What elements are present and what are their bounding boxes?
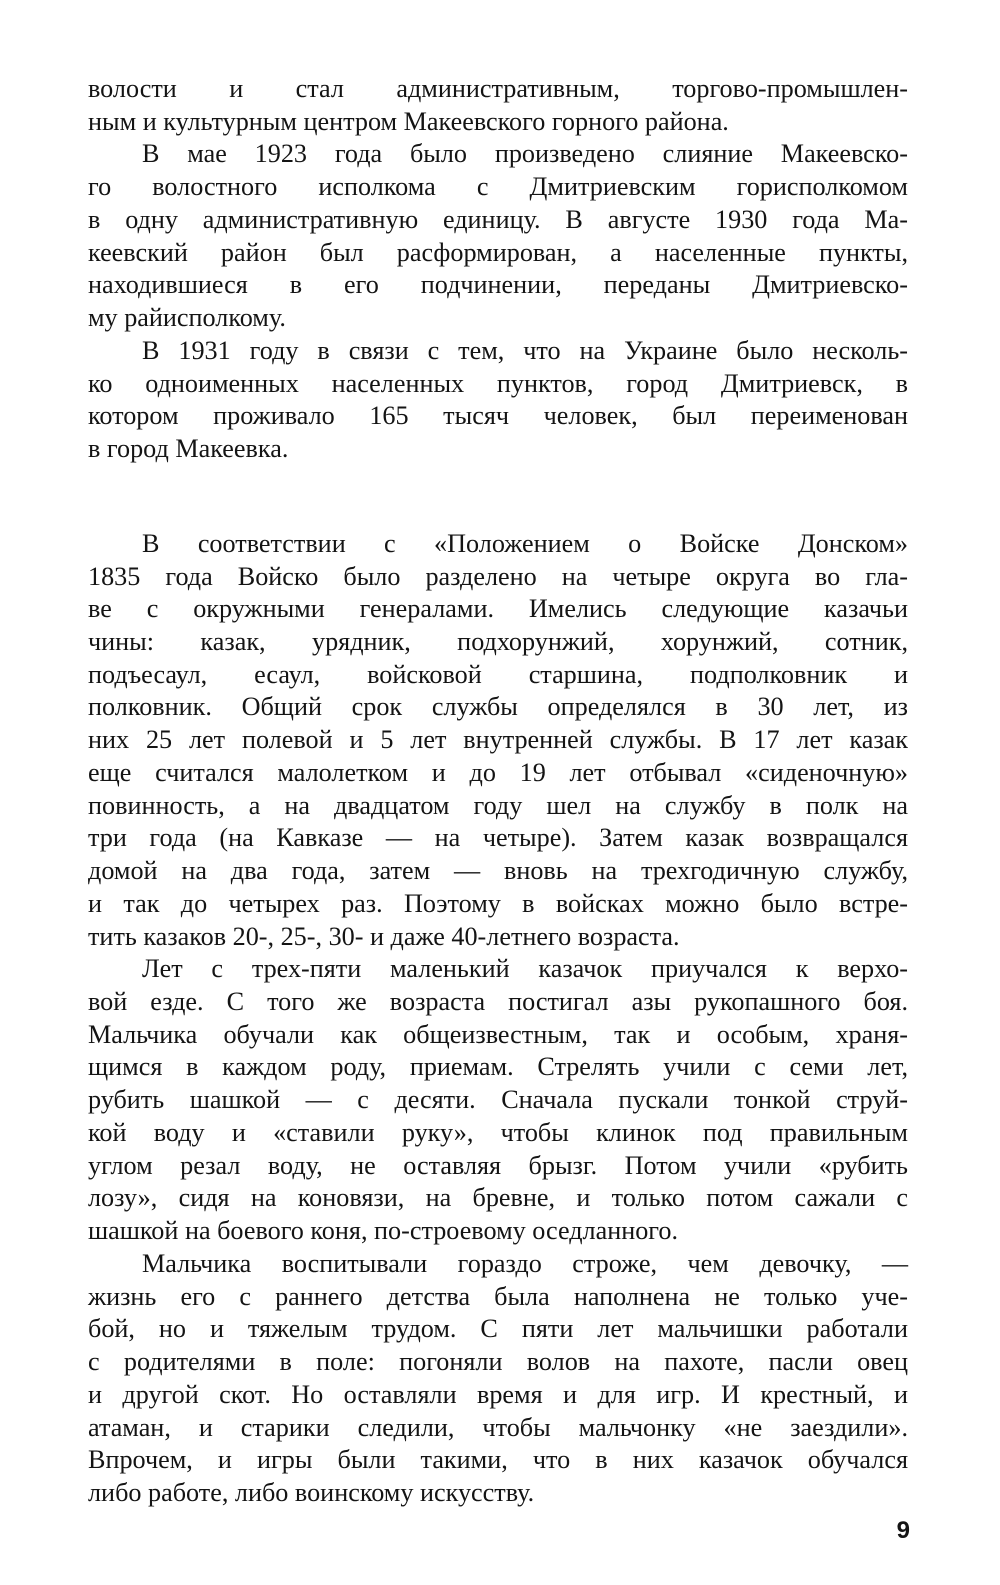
text-line: еще считался малолетком и до 19 лет отбывал «сиденочную» <box>88 758 908 787</box>
text-line: бой, но и тяжелым трудом. С пяти лет мальчишки работали <box>88 1314 908 1343</box>
text-line: полковник. Общий срок службы определялся в 30 лет, из <box>88 692 908 721</box>
text-line: с родителями в поле: погоняли волов на пахоте, пасли овец <box>88 1347 908 1376</box>
text-line: них 25 лет полевой и 5 лет внутренней службы. В 17 лет казак <box>88 725 908 754</box>
text-line: го волостного исполкома с Дмитриевским горисполкомом <box>88 172 908 201</box>
text-line: му райисполкому. <box>88 303 286 332</box>
text-line: тить казаков 20-, 25-, 30- и даже 40-летнего возраста. <box>88 922 680 951</box>
text-line: ве с окружными генералами. Имелись следующие казачьи <box>88 594 908 623</box>
text-line: в одну административную единицу. В августе 1930 года Ма- <box>88 205 908 234</box>
text-line: В соответствии с «Положением о Войске Донском» <box>142 529 908 558</box>
text-line: и другой скот. Но оставляли время и для игр. И крестный, и <box>88 1380 908 1409</box>
text-line: домой на два года, затем — вновь на трехгодичную службу, <box>88 856 908 885</box>
text-line: Впрочем, и игры были такими, что в них казачок обучался <box>88 1445 908 1474</box>
text-line: Лет с трех-пяти маленький казачок приучался к верхо- <box>142 954 908 983</box>
text-line: ко одноименных населенных пунктов, город Дмитриевск, в <box>88 369 908 398</box>
text-line: лозу», сидя на коновязи, на бревне, и только потом сажали с <box>88 1183 908 1212</box>
page-number: 9 <box>896 1517 910 1544</box>
text-line: Мальчика обучали как общеизвестным, так и особым, храня- <box>88 1020 908 1049</box>
text-line: кеевский район был расформирован, а населенные пункты, <box>88 238 908 267</box>
text-line: углом резал воду, не оставляя брызг. Потом учили «рубить <box>88 1151 908 1180</box>
text-line: ным и культурным центром Макеевского горного района. <box>88 107 729 136</box>
text-line: волости и стал административным, торгово-промышлен- <box>88 74 908 103</box>
text-line: атаман, и старики следили, чтобы мальчонку «не заездили». <box>88 1413 908 1442</box>
text-line: шашкой на боевого коня, по-строевому оседланного. <box>88 1216 679 1245</box>
text-line: В мае 1923 года было произведено слияние Макеевско- <box>142 139 908 168</box>
text-line: жизнь его с раннего детства была наполнена не только уче- <box>88 1282 908 1311</box>
text-line: три года (на Кавказе — на четыре). Затем казак возвращался <box>88 823 908 852</box>
text-line: вой езде. С того же возраста постигал азы рукопашного боя. <box>88 987 908 1016</box>
text-line: котором проживало 165 тысяч человек, был переименован <box>88 401 908 430</box>
text-line: повинность, а на двадцатом году шел на службу в полк на <box>88 791 908 820</box>
text-line: 1835 года Войско было разделено на четыре округа во гла- <box>88 562 908 591</box>
text-line: подъесаул, есаул, войсковой старшина, подполковник и <box>88 660 908 689</box>
text-line: находившиеся в его подчинении, переданы Дмитриевско- <box>88 270 908 299</box>
text-line: Мальчика воспитывали гораздо строже, чем девочку, — <box>142 1249 908 1278</box>
text-line: чины: казак, урядник, подхорунжий, хорунжий, сотник, <box>88 627 908 656</box>
text-line: В 1931 году в связи с тем, что на Украине было несколь- <box>142 336 908 365</box>
text-line: рубить шашкой — с десяти. Сначала пускали тонкой струй- <box>88 1085 908 1114</box>
text-line: щимся в каждом роду, приемам. Стрелять учили с семи лет, <box>88 1052 908 1081</box>
text-line: в город Макеевка. <box>88 434 289 463</box>
text-line: либо работе, либо воинскому искусству. <box>88 1478 535 1507</box>
text-line: кой воду и «ставили руку», чтобы клинок под правильным <box>88 1118 908 1147</box>
text-line: и так до четырех раз. Поэтому в войсках можно было встре- <box>88 889 908 918</box>
